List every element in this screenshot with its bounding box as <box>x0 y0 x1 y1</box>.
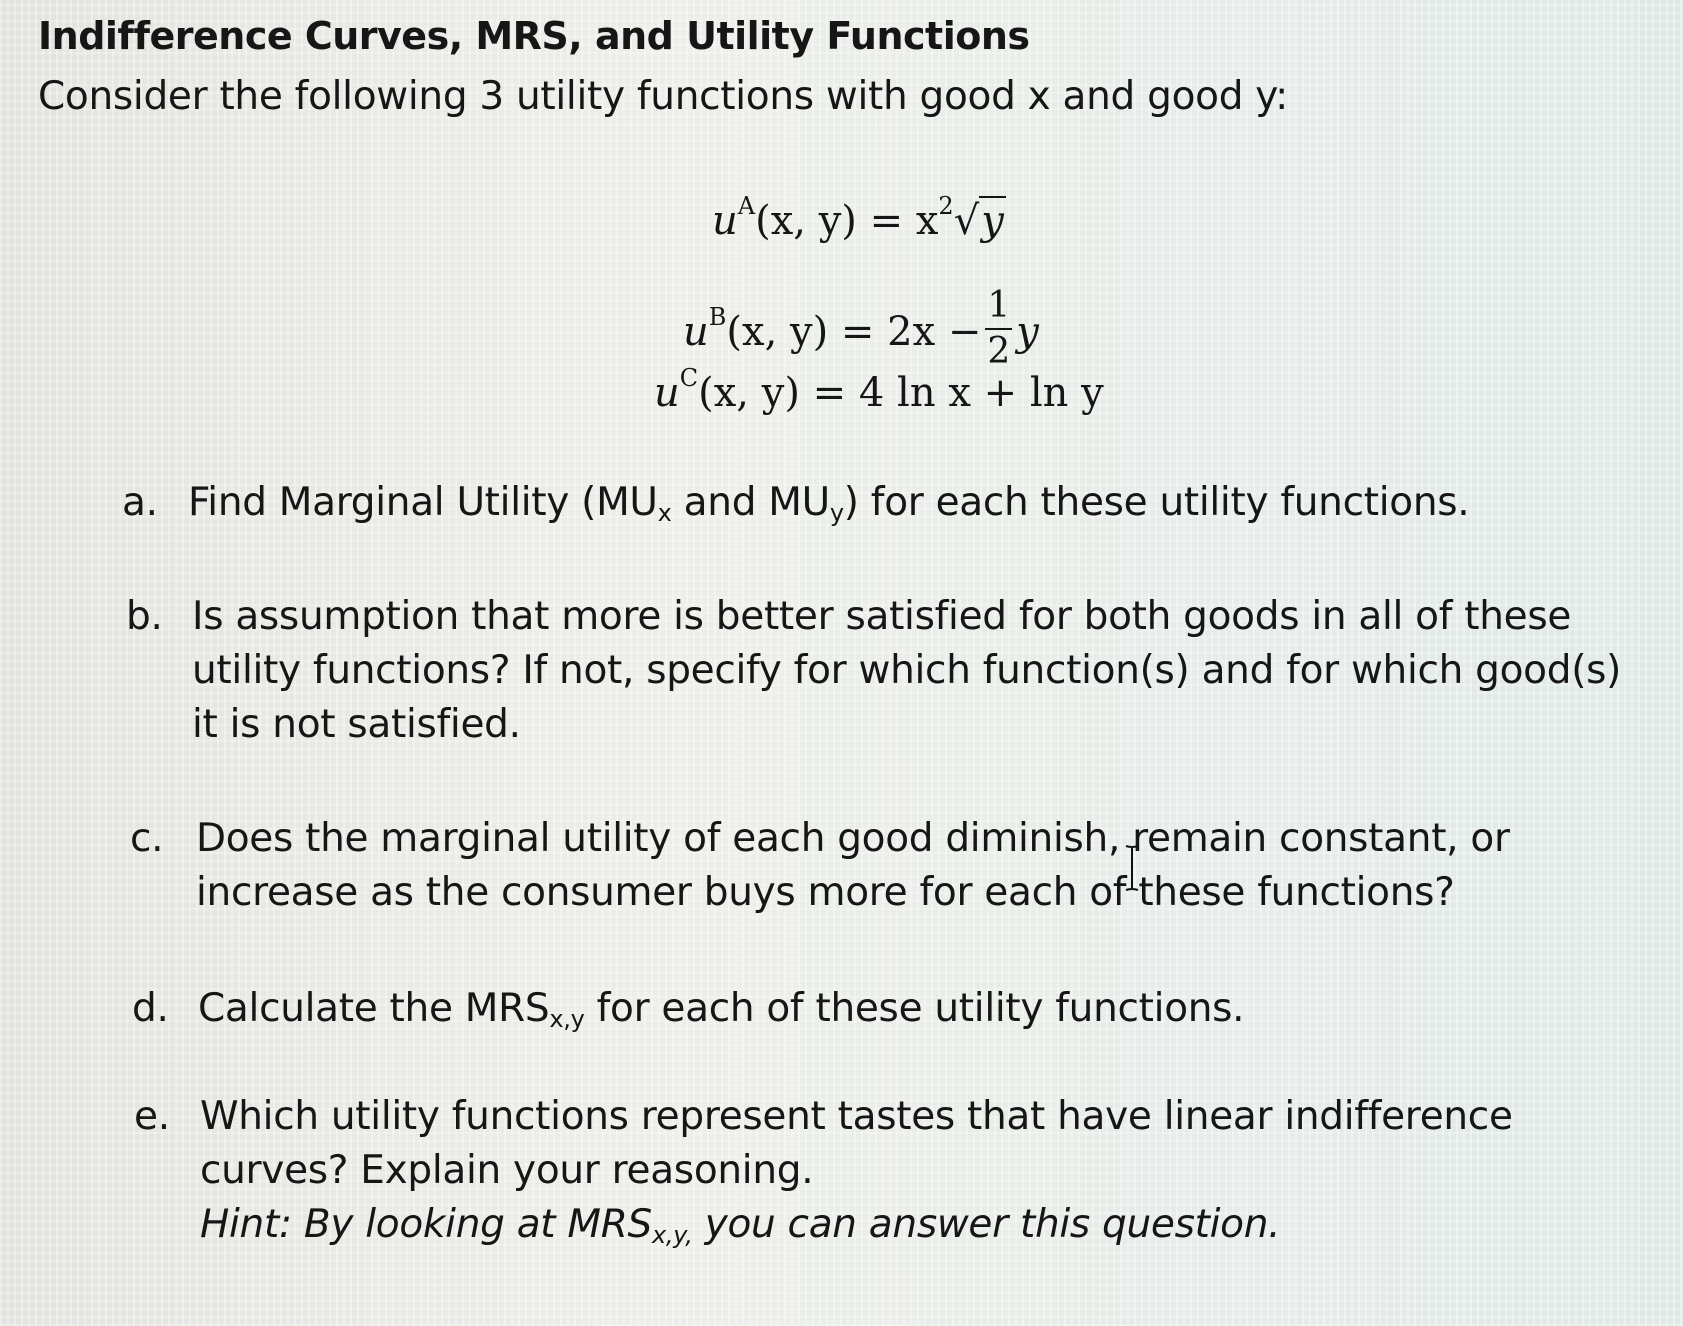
question-b-text: Is assumption that more is better satisfied for both goods in all of these utility functions? If not, specify for which function(s) and for which good(s) it is not satisfied. <box>192 594 1622 747</box>
question-e <box>134 1090 1650 1252</box>
question-d-text-1: Calculate the MRS <box>198 986 550 1031</box>
question-a-text-2: and MU <box>671 480 830 525</box>
question-a-letter: a. <box>122 480 158 525</box>
eq-b-tail: y <box>1016 309 1039 355</box>
question-a-text <box>188 476 1628 530</box>
eq-c-sup: C <box>679 364 699 392</box>
question-d-text <box>198 982 1638 1036</box>
eq-a-power: 2 <box>938 192 954 220</box>
question-a-sub-y: y <box>829 499 844 527</box>
question-c-text: Does the marginal utility of each good diminish, remain constant, or increase as the consumer buys more for each of these functions? <box>196 816 1510 915</box>
eq-a-base: u <box>712 198 738 244</box>
equation-utility-a <box>712 192 1006 244</box>
intro-text: Consider the following 3 utility functions with good x and good y: <box>38 74 1289 119</box>
eq-b-args: (x, y) = 2x − <box>726 309 982 355</box>
eq-b-sup: B <box>708 303 727 331</box>
eq-a-sqrt <box>954 198 1006 244</box>
question-c <box>130 812 1666 920</box>
text-cursor-icon <box>1124 844 1140 892</box>
eq-b-fraction <box>985 284 1012 374</box>
page-title: Indifference Curves, MRS, and Utility Functions <box>38 14 1030 58</box>
eq-a-args: (x, y) = x <box>755 198 939 244</box>
question-d <box>132 982 1638 1036</box>
question-e-hint-2: you can answer this question. <box>692 1202 1281 1247</box>
question-a-text-1: Find Marginal Utility (MU <box>188 480 658 525</box>
eq-b-frac-den: 2 <box>987 331 1011 372</box>
question-a-text-3: ) for each these utility functions. <box>843 480 1470 525</box>
question-b <box>126 590 1642 752</box>
sqrt-icon: √ <box>953 198 980 244</box>
question-d-text-2: for each of these utility functions. <box>584 986 1245 1031</box>
question-e-letter: e. <box>134 1094 170 1139</box>
eq-b-base: u <box>683 309 709 355</box>
question-b-letter: b. <box>126 594 163 639</box>
question-e-hint-1: Hint: By looking at MRS <box>200 1202 652 1247</box>
question-e-hint-sub: x,y, <box>651 1221 693 1249</box>
eq-c-base: u <box>654 370 680 416</box>
equation-utility-b <box>683 285 1039 380</box>
eq-a-radicand: y <box>981 198 1004 244</box>
question-e-text: Which utility functions represent tastes that have linear indifference curves? Explain your reasoning. <box>200 1094 1513 1193</box>
question-a <box>122 476 1628 530</box>
eq-b-frac-num: 1 <box>985 284 1012 330</box>
eq-c-args: (x, y) = 4 ln x + ln y <box>698 370 1104 416</box>
question-c-letter: c. <box>130 816 164 861</box>
eq-a-sup: A <box>737 192 756 220</box>
equation-utility-c <box>654 364 1104 416</box>
question-a-sub-x: x <box>657 499 672 527</box>
question-d-letter: d. <box>132 986 169 1031</box>
question-d-sub: x,y <box>549 1005 585 1033</box>
question-e-hint <box>200 1198 1650 1252</box>
